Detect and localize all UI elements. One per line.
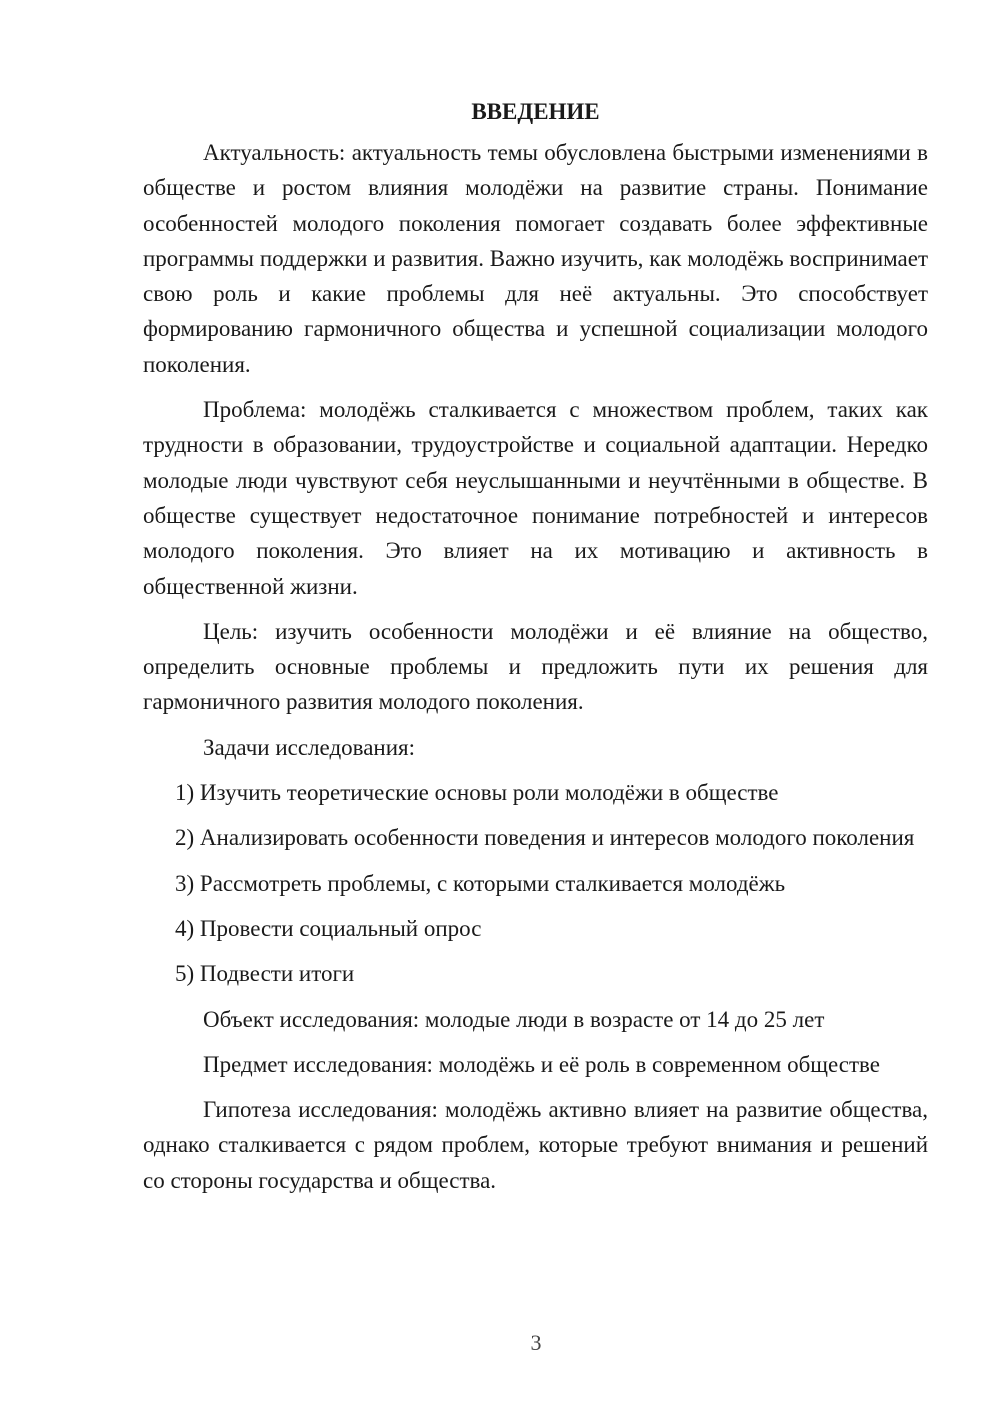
object-paragraph: Объект исследования: молодые люди в возрасте от 14 до 25 лет: [203, 1006, 825, 1032]
tasks-heading: Задачи исследования:: [203, 734, 416, 760]
page-content: [143, 94, 928, 1198]
hypothesis-paragraph: Гипотеза исследования: молодёжь активно влияет на развитие общества, однако сталкивается с рядом проблем, которые требуют внимания и решений со стороны государства и общества.: [143, 1097, 928, 1193]
section-title: ВВЕДЕНИЕ: [471, 99, 600, 124]
page-number: 3: [530, 1330, 542, 1355]
task-item: 3) Рассмотреть проблемы, с которыми сталкивается молодёжь: [175, 870, 786, 896]
problem-paragraph: Проблема: молодёжь сталкивается с множеством проблем, таких как трудности в образовании, трудоустройстве и социальной адаптации. Нередко молодые люди чувствуют себя неуслышанными и неучтёнными в обществе. В обществе существует недостаточное понимание потребностей и интересов молодого поколения. Это влияет на их мотивацию и активность в общественной жизни.: [143, 397, 928, 599]
task-item: 1) Изучить теоретические основы роли молодёжи в обществе: [175, 780, 779, 806]
relevance-paragraph: Актуальность: актуальность темы обусловлена быстрыми изменениями в обществе и ростом влияния молодёжи на развитие страны. Понимание особенностей молодого поколения помогает создавать более эффективные программы поддержки и развития. Важно изучить, как молодёжь воспринимает свою роль и какие проблемы для неё актуальны. Это способствует формированию гармоничного общества и успешной социализации молодого поколения.: [143, 140, 928, 377]
tasks-list: [143, 775, 928, 991]
task-item: 5) Подвести итоги: [175, 961, 355, 987]
subject-paragraph: Предмет исследования: молодёжь и её роль в современном обществе: [203, 1051, 880, 1077]
task-item: 4) Провести социальный опрос: [175, 915, 482, 941]
goal-paragraph: Цель: изучить особенности молодёжи и её влияние на общество, определить основные проблемы и предложить пути их решения для гармоничного развития молодого поколения.: [143, 618, 928, 715]
task-item: 2) Анализировать особенности поведения и интересов молодого поколения: [175, 825, 915, 851]
